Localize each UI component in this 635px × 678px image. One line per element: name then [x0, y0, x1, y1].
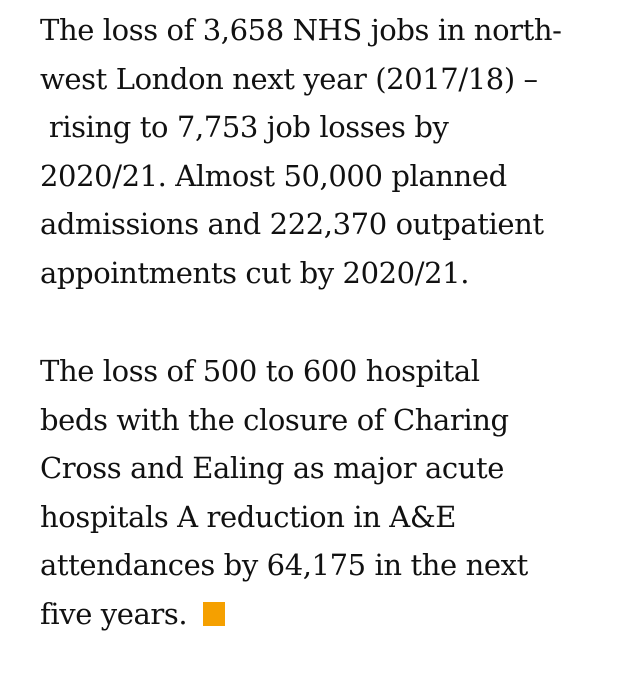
text-line-text: five years.	[40, 596, 188, 631]
text-line: rising to 7,753 job losses by	[40, 110, 449, 144]
article-body	[40, 6, 620, 638]
text-line: admissions and 222,370 outpatient	[40, 207, 544, 241]
text-line: The loss of 3,658 NHS jobs in north-	[40, 13, 562, 47]
text-line: hospitals A reduction in A&E	[40, 499, 457, 534]
paragraph-job-losses	[40, 6, 620, 297]
text-line: attendances by 64,175 in the next	[40, 548, 528, 582]
article-end-mark-icon	[203, 602, 225, 626]
text-line: 2020/21. Almost 50,000 planned	[40, 158, 507, 193]
text-line: west London next year (2017/18) –	[40, 61, 538, 96]
text-line: The loss of 500 to 600 hospital	[40, 354, 480, 388]
text-line-last	[40, 590, 620, 639]
text-line: appointments cut by 2020/21.	[40, 255, 470, 290]
paragraph-hospital-beds	[40, 347, 620, 638]
text-line: beds with the closure of Charing	[40, 402, 509, 437]
text-line: Cross and Ealing as major acute	[40, 451, 505, 485]
